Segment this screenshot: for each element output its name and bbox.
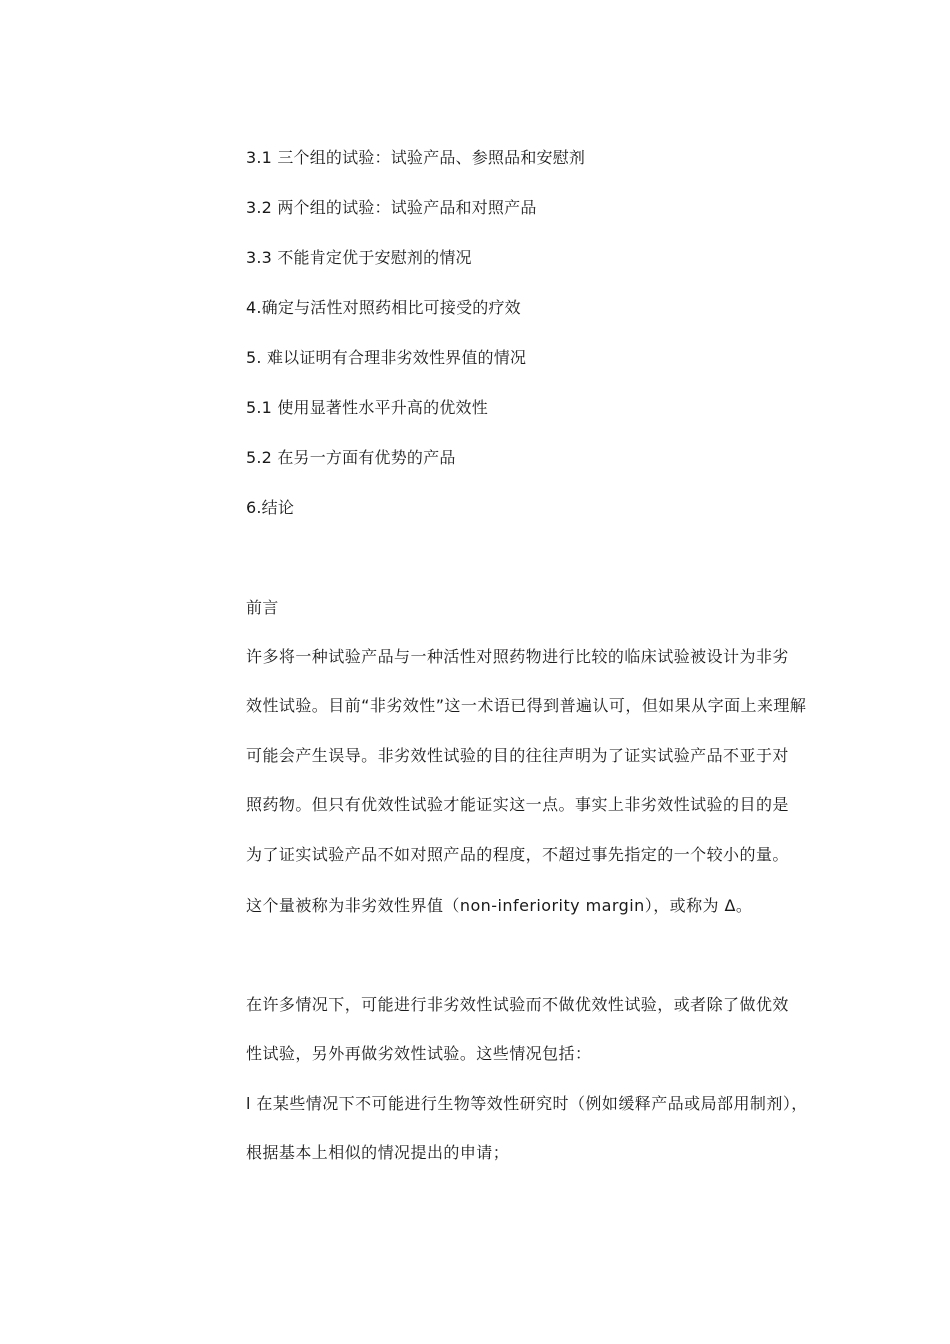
intro-paragraph-line: 这个量被称为非劣效性界值（non-inferiority margin），或称为 Δ。 <box>246 896 753 915</box>
toc-item-5-2: 5.2 在另一方面有优势的产品 <box>246 448 456 467</box>
intro-paragraph-line: 照药物。但只有优效性试验才能证实这一点。事实上非劣效性试验的目的是 <box>246 795 789 814</box>
toc-item-3-1: 3.1 三个组的试验：试验产品、参照品和安慰剂 <box>246 148 586 167</box>
toc-item-3-2: 3.2 两个组的试验：试验产品和对照产品 <box>246 198 537 217</box>
section-title: 前言 <box>246 598 279 617</box>
intro-paragraph-line: 效性试验。目前“非劣效性”这一术语已得到普遍认可，但如果从字面上来理解 <box>246 696 807 715</box>
intro-paragraph-line: 为了证实试验产品不如对照产品的程度，不超过事先指定的一个较小的量。 <box>246 845 789 864</box>
toc-item-6: 6.结论 <box>246 498 295 517</box>
toc-item-4: 4.确定与活性对照药相比可接受的疗效 <box>246 298 521 317</box>
toc-item-5: 5. 难以证明有合理非劣效性界值的情况 <box>246 348 527 367</box>
second-paragraph-line: 在许多情况下，可能进行非劣效性试验而不做优效性试验，或者除了做优效 <box>246 995 789 1014</box>
second-paragraph-line: 性试验，另外再做劣效性试验。这些情况包括： <box>246 1044 592 1063</box>
toc-item-5-1: 5.1 使用显著性水平升高的优效性 <box>246 398 488 417</box>
bullet-item-line: l 在某些情况下不可能进行生物等效性研究时（例如缓释产品或局部用制剂）， <box>246 1094 808 1113</box>
toc-item-3-3: 3.3 不能肯定优于安慰剂的情况 <box>246 248 472 267</box>
bullet-item-line: 根据基本上相似的情况提出的申请； <box>246 1143 510 1162</box>
intro-paragraph-line: 许多将一种试验产品与一种活性对照药物进行比较的临床试验被设计为非劣 <box>246 647 789 666</box>
intro-paragraph-line: 可能会产生误导。非劣效性试验的目的往往声明为了证实试验产品不亚于对 <box>246 746 789 765</box>
